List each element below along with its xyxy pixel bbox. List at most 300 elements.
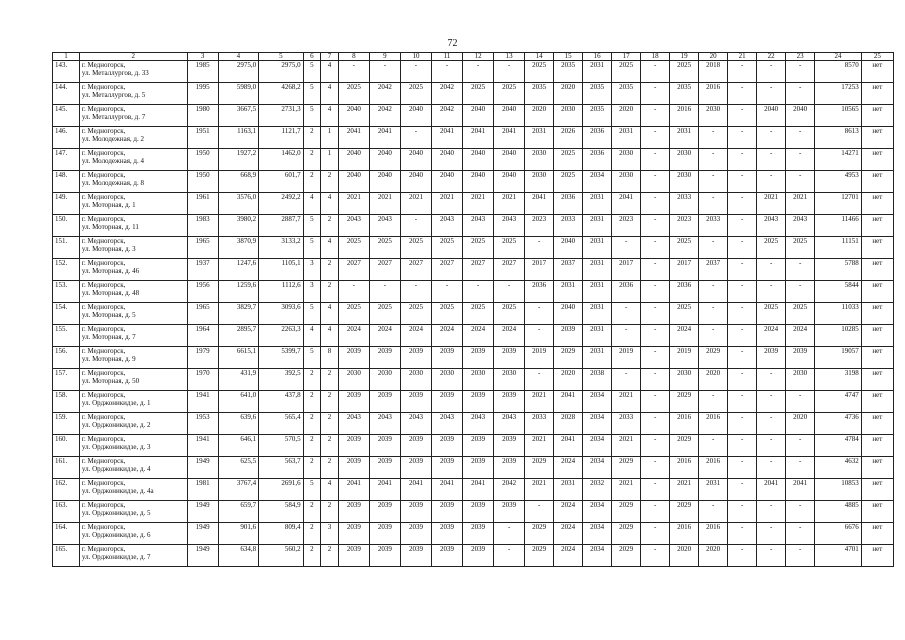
table-row	[53, 171, 894, 193]
column-number: 4	[218, 53, 258, 61]
table-cell: 2031	[699, 479, 728, 501]
table-cell: 2039	[400, 501, 431, 523]
table-cell: -	[400, 215, 431, 237]
table-cell: 2039	[463, 347, 494, 369]
table-cell: нет	[861, 501, 893, 523]
address-cell	[79, 105, 187, 127]
address-street: ул. Моторная, д. 48	[81, 289, 140, 297]
table-row	[53, 83, 894, 105]
table-cell: 2021	[612, 479, 641, 501]
table-cell: 2025	[431, 303, 462, 325]
table-cell: 4	[321, 83, 339, 105]
table-cell: -	[757, 413, 786, 435]
table-row	[53, 281, 894, 303]
address-street: ул. Орджоникидзе, д. 5	[81, 509, 151, 517]
row-number: 143.	[53, 61, 80, 83]
table-cell: 4	[321, 237, 339, 259]
table-cell: 2031	[583, 237, 612, 259]
table-cell: 2024	[463, 325, 494, 347]
address-city: г. Медногорск,	[81, 105, 126, 113]
table-cell: -	[369, 281, 400, 303]
column-number: 18	[641, 53, 670, 61]
table-cell: -	[525, 325, 554, 347]
table-cell: 2019	[612, 347, 641, 369]
address-cell	[79, 149, 187, 171]
table-cell: нет	[861, 457, 893, 479]
table-cell: 3	[303, 259, 321, 281]
table-cell: 2036	[583, 127, 612, 149]
table-cell: -	[400, 281, 431, 303]
table-cell: 809,4	[259, 523, 304, 545]
table-cell: 2043	[338, 413, 369, 435]
row-number: 156.	[53, 347, 80, 369]
table-cell: 19057	[815, 347, 862, 369]
table-cell: 3576,0	[218, 193, 258, 215]
table-cell: 2034	[583, 435, 612, 457]
address-city: г. Медногорск,	[81, 347, 126, 355]
table-cell: 2041	[525, 193, 554, 215]
table-cell: нет	[861, 347, 893, 369]
table-cell: -	[699, 281, 728, 303]
table-cell: 3	[321, 523, 339, 545]
table-cell: 2030	[525, 149, 554, 171]
table-cell: 2	[321, 457, 339, 479]
table-cell: 4	[303, 325, 321, 347]
table-cell: 2039	[400, 435, 431, 457]
table-cell: 3980,2	[218, 215, 258, 237]
address-city: г. Медногорск,	[81, 281, 126, 289]
table-cell: -	[641, 545, 670, 567]
table-cell: 2040	[554, 237, 583, 259]
row-number: 145.	[53, 105, 80, 127]
table-cell: 2034	[583, 523, 612, 545]
table-cell: 2025	[554, 171, 583, 193]
table-cell: 2016	[670, 413, 699, 435]
table-cell: 2020	[670, 545, 699, 567]
table-cell: 5	[303, 479, 321, 501]
table-cell: 2031	[583, 325, 612, 347]
table-cell: 2039	[463, 435, 494, 457]
table-cell: -	[641, 325, 670, 347]
table-cell: 2037	[554, 259, 583, 281]
table-cell: 2040	[786, 105, 815, 127]
table-cell: 2030	[786, 369, 815, 391]
table-cell: 2029	[525, 523, 554, 545]
table-cell: 2039	[369, 457, 400, 479]
address-street: ул. Орджоникидзе, д. 4а	[81, 487, 154, 495]
table-cell: 2	[321, 413, 339, 435]
table-cell: 2043	[463, 413, 494, 435]
table-cell: 2025	[338, 83, 369, 105]
table-cell: 2040	[338, 105, 369, 127]
row-number: 149.	[53, 193, 80, 215]
table-cell: 2040	[463, 105, 494, 127]
row-number: 146.	[53, 127, 80, 149]
table-cell: -	[641, 281, 670, 303]
table-cell: -	[728, 83, 757, 105]
table-cell: 2016	[670, 105, 699, 127]
table-cell: 2030	[338, 369, 369, 391]
address-street: ул. Орджоникидзе, д. 4	[81, 465, 151, 473]
address-city: г. Медногорск,	[81, 501, 126, 509]
table-cell: 2032	[583, 479, 612, 501]
table-cell: -	[728, 303, 757, 325]
row-number: 164.	[53, 523, 80, 545]
table-cell: 2035	[583, 83, 612, 105]
table-cell: 2039	[400, 391, 431, 413]
table-cell: 1981	[187, 479, 218, 501]
table-cell: 5	[303, 215, 321, 237]
table-row	[53, 413, 894, 435]
address-cell	[79, 479, 187, 501]
table-row	[53, 391, 894, 413]
table-cell: 2027	[431, 259, 462, 281]
table-row	[53, 435, 894, 457]
table-cell: 2025	[400, 303, 431, 325]
table-cell: 2029	[525, 545, 554, 567]
table-cell: 634,8	[218, 545, 258, 567]
table-cell: 2028	[554, 413, 583, 435]
address-city: г. Медногорск,	[81, 325, 126, 333]
table-cell: -	[699, 435, 728, 457]
address-cell	[79, 369, 187, 391]
address-cell	[79, 61, 187, 83]
table-cell: -	[641, 413, 670, 435]
table-cell: -	[728, 325, 757, 347]
table-cell: 1965	[187, 237, 218, 259]
table-cell: 1937	[187, 259, 218, 281]
table-cell: 565,4	[259, 413, 304, 435]
table-cell: -	[525, 369, 554, 391]
table-cell: 2043	[757, 215, 786, 237]
table-cell: 6615,1	[218, 347, 258, 369]
table-cell: 2021	[612, 391, 641, 413]
table-cell: 2039	[431, 457, 462, 479]
table-cell: 2029	[612, 501, 641, 523]
address-street: ул. Орджоникидзе, д. 1	[81, 399, 151, 407]
table-row	[53, 237, 894, 259]
page-number: 72	[447, 38, 458, 49]
table-cell: -	[757, 149, 786, 171]
column-number: 6	[303, 53, 321, 61]
table-cell: 563,7	[259, 457, 304, 479]
table-cell: нет	[861, 149, 893, 171]
table-cell: -	[757, 83, 786, 105]
table-cell: 2031	[583, 259, 612, 281]
table-cell: 2029	[525, 457, 554, 479]
table-cell: 2895,7	[218, 325, 258, 347]
table-cell: 2034	[583, 391, 612, 413]
table-cell: 2031	[612, 127, 641, 149]
address-city: г. Медногорск,	[81, 479, 126, 487]
table-cell: 2039	[431, 501, 462, 523]
table-cell: 2039	[338, 545, 369, 567]
table-cell: 1979	[187, 347, 218, 369]
table-cell: 2040	[494, 105, 525, 127]
table-cell: 4736	[815, 413, 862, 435]
address-city: г. Медногорск,	[81, 391, 126, 399]
table-cell: -	[494, 545, 525, 567]
table-cell: 2020	[786, 413, 815, 435]
address-cell	[79, 259, 187, 281]
table-cell: -	[728, 479, 757, 501]
table-cell: 2036	[612, 281, 641, 303]
column-number: 7	[321, 53, 339, 61]
table-cell: нет	[861, 369, 893, 391]
table-row	[53, 303, 894, 325]
address-city: г. Медногорск,	[81, 523, 126, 531]
table-cell: 2024	[369, 325, 400, 347]
table-cell: -	[786, 127, 815, 149]
table-cell: 2043	[431, 413, 462, 435]
table-cell: 668,9	[218, 171, 258, 193]
table-cell: 2020	[612, 105, 641, 127]
table-cell: 2041	[431, 127, 462, 149]
table-cell: 2041	[431, 479, 462, 501]
table-cell: 2041	[494, 127, 525, 149]
table-cell: 2036	[583, 149, 612, 171]
table-cell: 2039	[463, 457, 494, 479]
table-cell: 1953	[187, 413, 218, 435]
table-cell: 2025	[786, 237, 815, 259]
table-cell: 2031	[583, 61, 612, 83]
table-cell: 1949	[187, 457, 218, 479]
table-row	[53, 501, 894, 523]
table-cell: -	[728, 193, 757, 215]
table-cell: 2025	[338, 237, 369, 259]
address-cell	[79, 545, 187, 567]
table-cell: нет	[861, 391, 893, 413]
address-cell	[79, 127, 187, 149]
table-cell: -	[757, 435, 786, 457]
table-cell: 2041	[612, 193, 641, 215]
table-cell: 2	[303, 501, 321, 523]
table-cell: 601,7	[259, 171, 304, 193]
table-cell: 437,8	[259, 391, 304, 413]
table-cell: 5	[303, 347, 321, 369]
table-cell: -	[699, 501, 728, 523]
table-cell: -	[699, 171, 728, 193]
table-cell: -	[786, 149, 815, 171]
table-cell: -	[641, 347, 670, 369]
address-city: г. Медногорск,	[81, 237, 126, 245]
table-cell: -	[494, 61, 525, 83]
table-cell: 1950	[187, 149, 218, 171]
table-cell: -	[431, 61, 462, 83]
table-cell: 2021	[525, 435, 554, 457]
column-number: 19	[670, 53, 699, 61]
table-cell: 1956	[187, 281, 218, 303]
table-cell: -	[728, 149, 757, 171]
table-cell: 2039	[463, 391, 494, 413]
row-number: 161.	[53, 457, 80, 479]
table-cell: 2030	[670, 149, 699, 171]
address-cell	[79, 193, 187, 215]
table-cell: 2018	[699, 61, 728, 83]
table-cell: 1995	[187, 83, 218, 105]
table-cell: 11151	[815, 237, 862, 259]
table-cell: 2021	[494, 193, 525, 215]
table-cell: 2031	[583, 281, 612, 303]
address-cell	[79, 325, 187, 347]
table-cell: 4268,2	[259, 83, 304, 105]
table-cell: -	[728, 501, 757, 523]
table-cell: 6676	[815, 523, 862, 545]
table-cell: 2040	[494, 149, 525, 171]
table-row	[53, 325, 894, 347]
table-cell: 2039	[431, 391, 462, 413]
table-cell: 2027	[369, 259, 400, 281]
table-cell: 2040	[400, 149, 431, 171]
table-cell: -	[728, 259, 757, 281]
table-cell: 2	[321, 171, 339, 193]
table-cell: 2975,0	[259, 61, 304, 83]
table-cell: 2043	[786, 215, 815, 237]
table-cell: -	[641, 61, 670, 83]
table-cell: 2040	[338, 149, 369, 171]
column-number: 11	[431, 53, 462, 61]
table-cell: 2017	[612, 259, 641, 281]
address-street: ул. Орджоникидзе, д. 7	[81, 553, 151, 561]
table-cell: 1	[321, 127, 339, 149]
column-number-row	[53, 53, 894, 61]
table-cell: нет	[861, 435, 893, 457]
table-cell: 2039	[338, 391, 369, 413]
table-cell: 2039	[400, 457, 431, 479]
table-cell: -	[728, 391, 757, 413]
table-cell: 2	[303, 391, 321, 413]
table-cell: 2025	[670, 237, 699, 259]
table-cell: -	[757, 501, 786, 523]
row-number: 144.	[53, 83, 80, 105]
table-cell: 1950	[187, 171, 218, 193]
table-cell: 3133,2	[259, 237, 304, 259]
table-cell: 5844	[815, 281, 862, 303]
table-cell: -	[369, 61, 400, 83]
address-cell	[79, 303, 187, 325]
column-number: 23	[786, 53, 815, 61]
table-cell: 2024	[786, 325, 815, 347]
table-cell: 2030	[400, 369, 431, 391]
table-cell: -	[400, 61, 431, 83]
table-cell: 2031	[554, 479, 583, 501]
table-cell: 2	[303, 171, 321, 193]
table-cell: -	[699, 149, 728, 171]
row-number: 147.	[53, 149, 80, 171]
table-cell: -	[699, 237, 728, 259]
table-cell: 2030	[431, 369, 462, 391]
table-cell: 4	[321, 303, 339, 325]
table-cell: -	[641, 501, 670, 523]
table-cell: 639,6	[218, 413, 258, 435]
table-cell: 2043	[431, 215, 462, 237]
row-number: 153.	[53, 281, 80, 303]
table-cell: 2043	[494, 215, 525, 237]
table-cell: 2031	[583, 215, 612, 237]
table-cell: 2024	[494, 325, 525, 347]
table-cell: 2021	[670, 479, 699, 501]
table-cell: нет	[861, 193, 893, 215]
table-cell: 2042	[369, 83, 400, 105]
table-cell: 2039	[338, 501, 369, 523]
address-city: г. Медногорск,	[81, 61, 126, 69]
housing-table	[52, 52, 894, 567]
table-cell: 2024	[431, 325, 462, 347]
table-cell: 2025	[494, 83, 525, 105]
table-cell: 2024	[670, 325, 699, 347]
table-cell: 2039	[463, 523, 494, 545]
table-cell: 2041	[338, 127, 369, 149]
table-cell: 1112,6	[259, 281, 304, 303]
table-cell: 2	[303, 149, 321, 171]
table-cell: 2731,3	[259, 105, 304, 127]
row-number: 165.	[53, 545, 80, 567]
table-cell: 2025	[463, 303, 494, 325]
table-cell: 2040	[494, 171, 525, 193]
table-row	[53, 105, 894, 127]
table-cell: 1965	[187, 303, 218, 325]
table-cell: 5	[303, 83, 321, 105]
table-cell: 2975,0	[218, 61, 258, 83]
table-cell: -	[338, 281, 369, 303]
table-cell: 2016	[699, 413, 728, 435]
table-cell: 2040	[431, 171, 462, 193]
table-cell: 646,1	[218, 435, 258, 457]
row-number: 152.	[53, 259, 80, 281]
table-cell: 2023	[612, 215, 641, 237]
table-cell: нет	[861, 259, 893, 281]
table-cell: -	[641, 237, 670, 259]
table-cell: 2021	[431, 193, 462, 215]
table-cell: 2025	[369, 303, 400, 325]
table-row	[53, 545, 894, 567]
address-city: г. Медногорск,	[81, 435, 126, 443]
column-number: 22	[757, 53, 786, 61]
table-cell: -	[525, 303, 554, 325]
table-cell: 2021	[757, 193, 786, 215]
table-cell: -	[431, 281, 462, 303]
address-street: ул. Моторная, д. 5	[81, 311, 136, 319]
column-number: 21	[728, 53, 757, 61]
table-cell: 2025	[612, 61, 641, 83]
column-number: 8	[338, 53, 369, 61]
table-cell: 3667,5	[218, 105, 258, 127]
table-cell: 2029	[670, 435, 699, 457]
table-cell: 4	[303, 193, 321, 215]
table-cell: нет	[861, 479, 893, 501]
table-cell: -	[728, 105, 757, 127]
table-cell: 2031	[583, 347, 612, 369]
column-number: 14	[525, 53, 554, 61]
address-street: ул. Моторная, д. 3	[81, 245, 136, 253]
table-cell: 2025	[494, 303, 525, 325]
table-cell: -	[612, 369, 641, 391]
table-cell: 14271	[815, 149, 862, 171]
table-cell: -	[728, 523, 757, 545]
table-cell: 2041	[400, 479, 431, 501]
table-row	[53, 369, 894, 391]
address-cell	[79, 413, 187, 435]
table-cell: -	[757, 369, 786, 391]
table-cell: -	[699, 391, 728, 413]
table-body	[53, 53, 894, 567]
table-cell: 2016	[670, 523, 699, 545]
table-cell: 2	[321, 545, 339, 567]
table-cell: -	[641, 215, 670, 237]
table-cell: 2041	[463, 127, 494, 149]
table-cell: 2025	[338, 303, 369, 325]
table-cell: -	[728, 171, 757, 193]
